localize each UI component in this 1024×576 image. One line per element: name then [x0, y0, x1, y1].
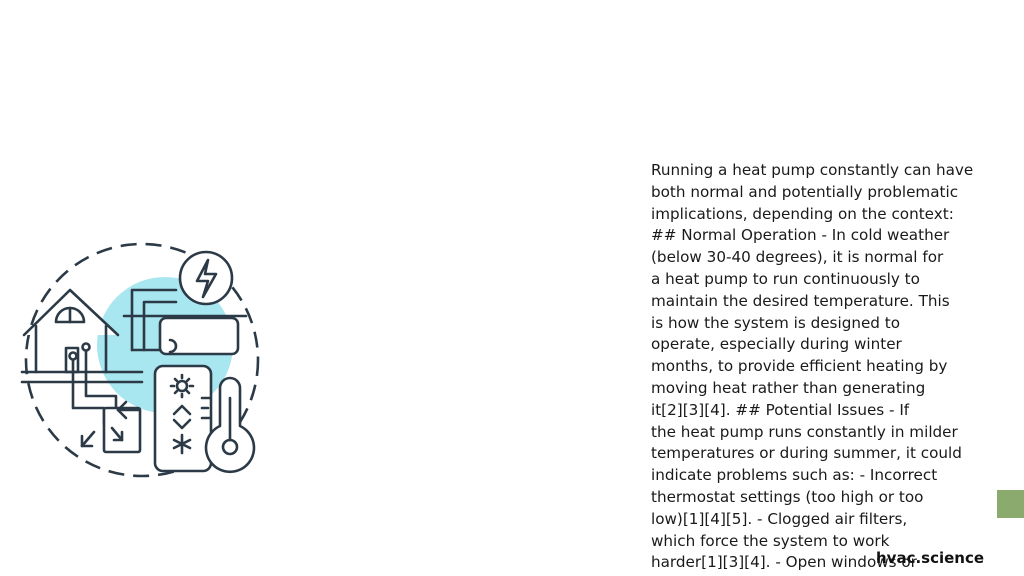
- remote-control-icon: [155, 366, 211, 471]
- article-body-text: Running a heat pump constantly can have both normal and potentially problematic implications, depending on the context: ## Normal Operation - In cold weather (below 30-40 degrees), it is normal for a heat pump to run continuously to maintain the desired temperature. This is how the system is designed to operate, especially during winter months, to provide efficient heating by moving heat rather than generating it[2][3][4]. ## Potential Issues - If the heat pump runs constantly in milder temperatures or during summer, it could indicate problems such as: - Incorrect thermostat settings (too high or too low)[1][4][5]. - Clogged air filters, which force the system to work harder[1][3][4]. - Open windows or: [651, 161, 974, 572]
- brand-label: hvac.science: [876, 549, 985, 567]
- circulation-arrows-icon: [82, 402, 140, 452]
- lightning-bolt-icon: [180, 252, 232, 304]
- accent-block: [997, 490, 1024, 518]
- heat-pump-illustration: [0, 230, 280, 490]
